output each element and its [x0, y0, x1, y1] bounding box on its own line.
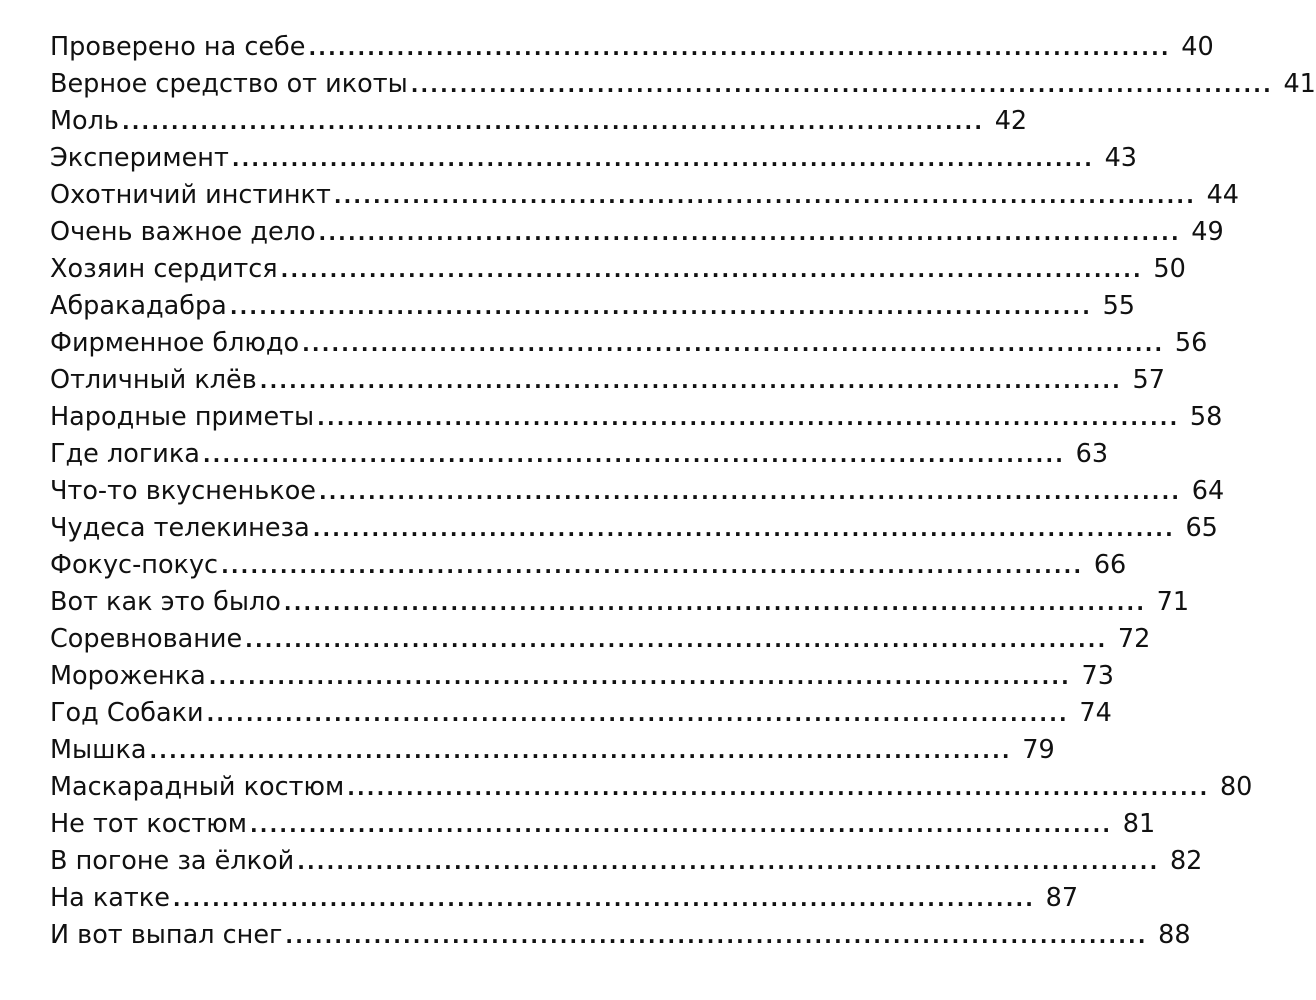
- dot-leader: ........................................................................................: [245, 628, 1108, 652]
- toc-entry[interactable]: [50, 732, 1055, 769]
- dot-leader: ........................................................................................: [347, 776, 1210, 800]
- dot-leader: ........................................................................................: [333, 184, 1197, 208]
- toc-entry-title: Верное средство от икоты: [50, 69, 408, 99]
- toc-entry[interactable]: [50, 473, 1225, 510]
- toc-entry-title: Мороженка: [50, 661, 206, 691]
- toc-entry-page: 66: [1093, 550, 1127, 580]
- dot-leader: ........................................................................................: [280, 258, 1143, 282]
- toc-entry-title: Вот как это было: [50, 587, 281, 617]
- dot-leader: ........................................................................................: [285, 924, 1148, 948]
- toc-entry-title: Фирменное блюдо: [50, 328, 300, 358]
- toc-entry-title: Где логика: [50, 439, 200, 469]
- toc-entry-title: Хозяин сердится: [50, 254, 278, 284]
- toc-entry[interactable]: [50, 251, 1186, 288]
- dot-leader: ........................................................................................: [308, 36, 1171, 60]
- toc-entry-page: 72: [1117, 624, 1151, 654]
- dot-leader: ........................................................................................: [410, 73, 1273, 97]
- dot-leader: ........................................................................................: [319, 480, 1182, 504]
- dot-leader: ........................................................................................: [121, 110, 985, 134]
- dot-leader: ........................................................................................: [221, 554, 1084, 578]
- toc-entry-title: Фокус-покус: [50, 550, 219, 580]
- toc-entry-title: В погоне за ёлкой: [50, 846, 295, 876]
- toc-entry-page: 41: [1283, 69, 1316, 99]
- dot-leader: ........................................................................................: [259, 369, 1122, 393]
- toc-entry-title: И вот выпал снег: [50, 920, 283, 950]
- toc-entry-page: 55: [1102, 291, 1136, 321]
- toc-entry[interactable]: [50, 880, 1079, 917]
- toc-entry[interactable]: [50, 658, 1114, 695]
- toc-entry[interactable]: [50, 547, 1127, 584]
- toc-entry-page: 42: [994, 106, 1028, 136]
- toc-entry-title: Эксперимент: [50, 143, 229, 173]
- toc-entry[interactable]: [50, 140, 1138, 177]
- toc-entry-page: 57: [1132, 365, 1165, 395]
- toc-entry-title: На катке: [50, 883, 170, 913]
- toc-entry[interactable]: [50, 399, 1223, 436]
- dot-leader: ........................................................................................: [231, 147, 1095, 171]
- toc-entry-page: 43: [1104, 143, 1138, 173]
- toc-entry-title: Не тот костюм: [50, 809, 247, 839]
- toc-entry[interactable]: [50, 769, 1253, 806]
- toc-entry-title: Год Собаки: [50, 698, 204, 728]
- toc-entry-title: Народные приметы: [50, 402, 315, 432]
- toc-entry-page: 81: [1122, 809, 1156, 839]
- toc-entry[interactable]: [50, 843, 1203, 880]
- toc-entry-title: Очень важное дело: [50, 217, 316, 247]
- toc-entry[interactable]: [50, 177, 1240, 214]
- dot-leader: ........................................................................................: [249, 813, 1113, 837]
- toc-entry-page: 88: [1158, 920, 1191, 950]
- toc-entry-title: Маскарадный костюм: [50, 772, 345, 802]
- dot-leader: ........................................................................................: [208, 665, 1071, 689]
- dot-leader: ........................................................................................: [149, 739, 1012, 763]
- toc-entry-page: 79: [1022, 735, 1055, 765]
- dot-leader: ........................................................................................: [229, 295, 1093, 319]
- toc-entry-title: Охотничий инстинкт: [50, 180, 331, 210]
- toc-entry-title: Соревнование: [50, 624, 243, 654]
- toc-entry[interactable]: [50, 325, 1208, 362]
- toc-entry-title: Абракадабра: [50, 291, 227, 321]
- toc-entry-page: 63: [1075, 439, 1109, 469]
- toc-entry-title: Мышка: [50, 735, 147, 765]
- toc-entry-page: 56: [1174, 328, 1208, 358]
- toc-entry[interactable]: [50, 510, 1218, 547]
- toc-entry[interactable]: [50, 362, 1165, 399]
- toc-entry-page: 80: [1219, 772, 1253, 802]
- toc-entry-page: 50: [1153, 254, 1186, 284]
- toc-entry[interactable]: [50, 621, 1151, 658]
- toc-entry[interactable]: [50, 214, 1224, 251]
- toc-entry-title: Чудеса телекинеза: [50, 513, 310, 543]
- toc-entry[interactable]: [50, 584, 1190, 621]
- toc-entry-page: 65: [1185, 513, 1218, 543]
- toc-entry[interactable]: [50, 103, 1028, 140]
- toc-entry-page: 71: [1156, 587, 1190, 617]
- dot-leader: ........................................................................................: [172, 887, 1036, 911]
- toc-entry-page: 73: [1081, 661, 1114, 691]
- toc-entry[interactable]: [50, 436, 1109, 473]
- toc-entry[interactable]: [50, 29, 1214, 66]
- toc-entry-title: Что-то вкусненькое: [50, 476, 316, 506]
- dot-leader: ........................................................................................: [206, 702, 1069, 726]
- toc-entry-page: 64: [1191, 476, 1225, 506]
- toc-entry-title: Моль: [50, 106, 119, 136]
- toc-entry-page: 44: [1206, 180, 1240, 210]
- toc-entry[interactable]: [50, 917, 1191, 954]
- dot-leader: ........................................................................................: [202, 443, 1066, 467]
- toc-entry-page: 74: [1079, 698, 1112, 728]
- dot-leader: ........................................................................................: [317, 406, 1180, 430]
- dot-leader: ........................................................................................: [283, 591, 1147, 615]
- toc-entry[interactable]: [50, 806, 1156, 843]
- dot-leader: ........................................................................................: [297, 850, 1160, 874]
- table-of-contents: [50, 29, 1316, 954]
- dot-leader: ........................................................................................: [312, 517, 1175, 541]
- toc-entry-page: 49: [1191, 217, 1224, 247]
- toc-entry[interactable]: [50, 288, 1136, 325]
- toc-entry-page: 40: [1181, 32, 1214, 62]
- dot-leader: ........................................................................................: [318, 221, 1181, 245]
- toc-entry-title: Проверено на себе: [50, 32, 306, 62]
- toc-entry[interactable]: [50, 695, 1112, 732]
- toc-entry-page: 87: [1045, 883, 1079, 913]
- toc-entry[interactable]: [50, 66, 1316, 103]
- dot-leader: ........................................................................................: [302, 332, 1165, 356]
- toc-entry-page: 58: [1189, 402, 1223, 432]
- toc-entry-page: 82: [1169, 846, 1203, 876]
- toc-entry-title: Отличный клёв: [50, 365, 257, 395]
